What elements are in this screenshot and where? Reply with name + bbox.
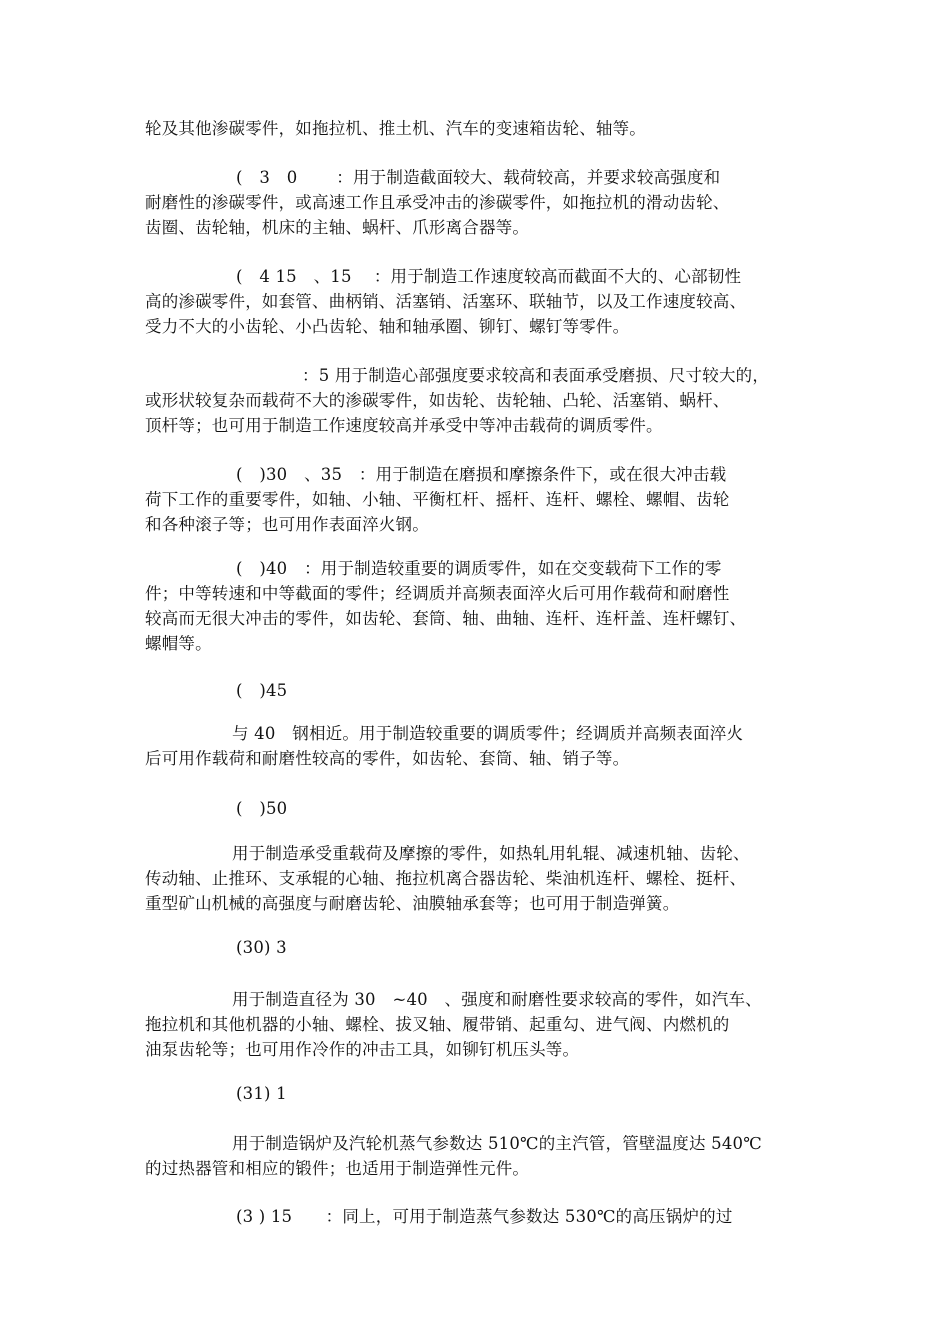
text-line: ( )40 ：用于制造较重要的调质零件，如在交变载荷下工作的零	[236, 559, 722, 578]
text-line: (3 ) 15 ：同上，可用于制造蒸气参数达 530℃的高压锅炉的过	[236, 1207, 733, 1226]
text-line: ：5 用于制造心部强度要求较高和表面承受磨损、尺寸较大的，	[302, 366, 770, 385]
text-line: ( 3 0 ：用于制造截面较大、载荷较高，并要求较高强度和	[236, 168, 721, 187]
text-line: 轮及其他渗碳零件，如拖拉机、推土机、汽车的变速箱齿轮、轴等。	[145, 119, 646, 138]
text-line: 螺帽等。	[145, 634, 212, 653]
text-line: ( )30 、35 ：用于制造在磨损和摩擦条件下，或在很大冲击载	[236, 465, 727, 484]
text-line: 拖拉机和其他机器的小轴、螺栓、拔叉轴、履带销、起重勾、进气阀、内燃机的	[145, 1015, 730, 1034]
text-line: 油泵齿轮等；也可用作冷作的冲击工具，如铆钉机压头等。	[145, 1040, 580, 1059]
text-line: 后可用作载荷和耐磨性较高的零件，如齿轮、套筒、轴、销子等。	[145, 749, 630, 768]
text-line: ( 4 15 、15 ：用于制造工作速度较高而截面不大的、心部韧性	[236, 267, 742, 286]
text-line: 件；中等转速和中等截面的零件；经调质并高频表面淬火后可用作载荷和耐磨性	[145, 584, 730, 603]
text-line: 高的渗碳零件，如套管、曲柄销、活塞销、活塞环、联轴节，以及工作速度较高、	[145, 292, 747, 311]
text-line: ( )45	[236, 681, 288, 700]
text-line: 较高而无很大冲击的零件，如齿轮、套筒、轴、曲轴、连杆、连杆盖、连杆螺钉、	[145, 609, 747, 628]
text-line: 受力不大的小齿轮、小凸齿轮、轴和轴承圈、铆钉、螺钉等零件。	[145, 317, 630, 336]
text-line: 与 40 钢相近。用于制造较重要的调质零件；经调质并高频表面淬火	[232, 724, 744, 743]
text-line: 荷下工作的重要零件，如轴、小轴、平衡杠杆、摇杆、连杆、螺栓、螺帽、齿轮	[145, 490, 730, 509]
text-line: (31) 1	[236, 1084, 287, 1103]
text-line: 和各种滚子等；也可用作表面淬火钢。	[145, 515, 429, 534]
text-line: 传动轴、止推环、支承辊的心轴、拖拉机离合器齿轮、柴油机连杆、螺栓、挺杆、	[145, 869, 747, 888]
text-line: 或形状较复杂而载荷不大的渗碳零件，如齿轮、齿轮轴、凸轮、活塞销、蜗杆、	[145, 391, 730, 410]
text-line: ( )50	[236, 799, 288, 818]
text-line: 的过热器管和相应的锻件；也适用于制造弹性元件。	[145, 1159, 530, 1178]
text-line: 重型矿山机械的高强度与耐磨齿轮、油膜轴承套等；也可用于制造弹簧。	[145, 894, 680, 913]
text-line: 用于制造锅炉及汽轮机蒸气参数达 510℃的主汽管，管壁温度达 540℃	[232, 1134, 762, 1153]
text-line: 齿圈、齿轮轴，机床的主轴、蜗杆、爪形离合器等。	[145, 218, 530, 237]
text-line: 用于制造直径为 30 ~40 、强度和耐磨性要求较高的零件，如汽车、	[232, 990, 762, 1009]
text-line: 耐磨性的渗碳零件，或高速工作且承受冲击的渗碳零件，如拖拉机的滑动齿轮、	[145, 193, 730, 212]
text-line: 用于制造承受重载荷及摩擦的零件，如热轧用轧辊、减速机轴、齿轮、	[232, 844, 750, 863]
text-line: 顶杆等；也可用于制造工作速度较高并承受中等冲击载荷的调质零件。	[145, 416, 663, 435]
text-line: (30) 3	[236, 938, 287, 957]
